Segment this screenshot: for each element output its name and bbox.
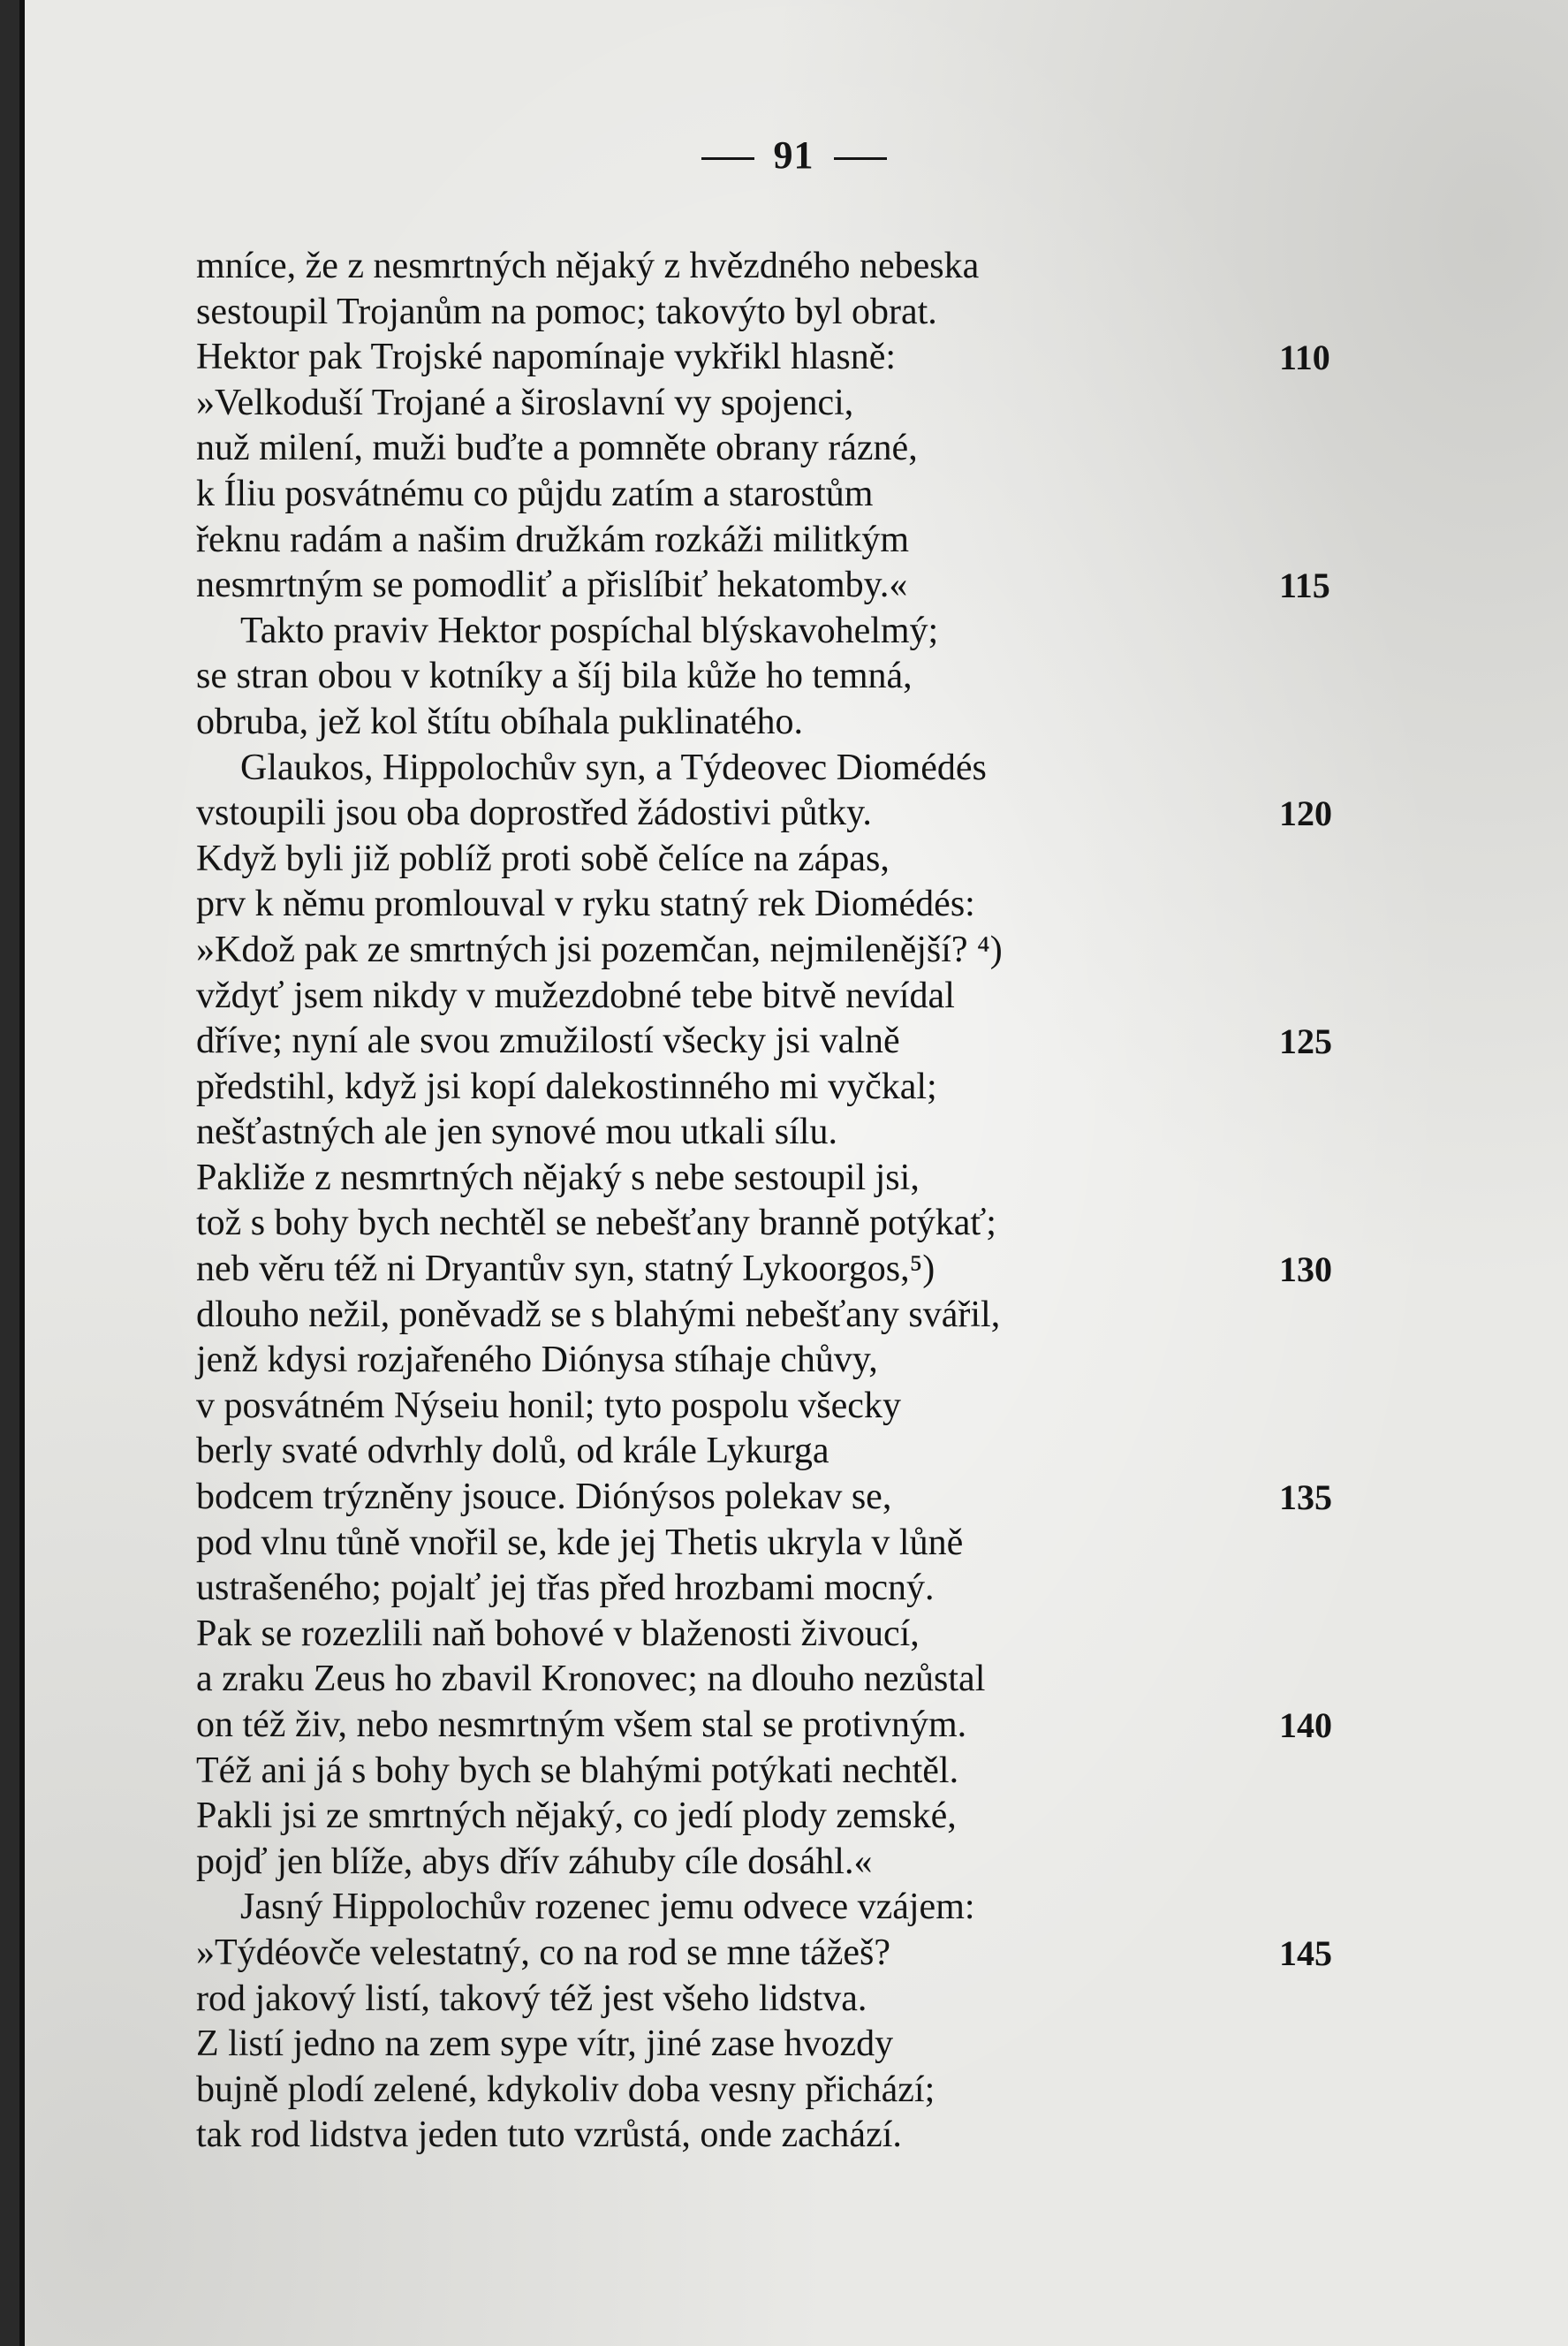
verse-line: [196, 244, 1415, 290]
verse-line: [196, 335, 1415, 381]
verse-line: [196, 1657, 1415, 1703]
verse-line-text: Též ani já s bohy bych se blahými potýkati nechtěl.: [196, 1750, 959, 1791]
verse-line-text: Jasný Hippolochův rozenec jemu odvece vzájem:: [240, 1887, 975, 1928]
verse-line: [196, 1794, 1415, 1840]
line-number: 145: [1279, 1932, 1332, 1973]
verse-line-text: pojď jen blíže, abys dřív záhuby cíle dosáhl.«: [196, 1841, 873, 1882]
verse-line: [196, 1338, 1415, 1384]
verse-line-text: vstoupili jsou oba doprostřed žádostivi půtky.: [196, 793, 872, 834]
verse-line: [196, 1703, 1415, 1749]
verse-line-text: prv k němu promlouval v ryku statný rek Diomédés:: [196, 884, 975, 925]
verse-line-text: Hektor pak Trojské napomínaje vykřikl hlasně:: [196, 337, 897, 378]
verse-line-text: nuž milení, muži buďte a pomněte obrany rázné,: [196, 428, 918, 469]
line-number: 125: [1279, 1021, 1332, 1062]
verse-line: [196, 609, 1415, 655]
verse-line: [196, 472, 1415, 518]
verse-line-text: bujně plodí zelené, kdykoliv doba vesny přichází;: [196, 2069, 935, 2110]
verse-line: [196, 1749, 1415, 1795]
verse-line: [196, 837, 1415, 883]
line-number: 130: [1279, 1249, 1332, 1290]
verse-line: [196, 700, 1415, 746]
verse-line-text: a zraku Zeus ho zbavil Kronovec; na dlouho nezůstal: [196, 1659, 986, 1700]
verse-line-text: tož s bohy bych nechtěl se nebešťany branně potýkať;: [196, 1203, 996, 1244]
verse-line: [196, 746, 1415, 792]
verse-line-text: dříve; nyní ale svou zmužilostí všecky jsi valně: [196, 1021, 900, 1062]
verse-line: [196, 2113, 1415, 2159]
verse-line: [196, 426, 1415, 472]
verse-line: [196, 1475, 1415, 1521]
page-number-text: 91: [773, 133, 814, 177]
verse-line: [196, 1566, 1415, 1612]
verse-line: [196, 1429, 1415, 1475]
verse-line: [196, 563, 1415, 609]
verse-line-text: ustrašeného; pojalť jej třas před hrozbami mocný.: [196, 1568, 935, 1609]
line-number: 140: [1279, 1705, 1332, 1745]
verse-line-text: řeknu radám a našim družkám rozkáži militkým: [196, 519, 910, 560]
verse-line-text: vždyť jsem nikdy v mužezdobné tebe bitvě nevídal: [196, 975, 955, 1016]
verse-line: [196, 2022, 1415, 2068]
verse-line-text: nesmrtným se pomodliť a přislíbiť hekatomby.«: [196, 565, 908, 606]
verse-line-text: v posvátném Nýseiu honil; tyto pospolu všecky: [196, 1385, 901, 1426]
verse-line: [196, 654, 1415, 700]
verse-line: [196, 381, 1415, 427]
verse-line-text: berly svaté odvrhly dolů, od krále Lykurga: [196, 1431, 829, 1472]
verse-line: [196, 1247, 1415, 1293]
verse-line: [196, 882, 1415, 928]
verse-line-text: pod vlnu tůně vnořil se, kde jej Thetis ukryla v lůně: [196, 1522, 964, 1563]
verse-line-text: předstihl, když jsi kopí dalekostinného mi vyčkal;: [196, 1066, 937, 1107]
verse-line-text: Takto praviv Hektor pospíchal blýskavohelmý;: [240, 610, 939, 651]
verse-line-text: jenž kdysi rozjařeného Diónysa stíhaje chůvy,: [196, 1340, 878, 1381]
verse-line: [196, 1201, 1415, 1247]
verse-line-text: mníce, že z nesmrtných nějaký z hvězdného nebeska: [196, 246, 980, 286]
page-number: [19, 133, 1568, 178]
verse-line-text: »Kdož pak ze smrtných jsi pozemčan, nejmilenější? ⁴): [196, 929, 1003, 970]
verse-line: [196, 2068, 1415, 2114]
book-page: [19, 0, 1568, 2346]
verse-line-text: se stran obou v kotníky a šíj bila kůže ho temná,: [196, 656, 913, 697]
folio-dash-right: [834, 157, 887, 160]
verse-line-text: dlouho nežil, poněvadž se s blahými nebešťany svářil,: [196, 1294, 1001, 1335]
verse-line: [196, 290, 1415, 336]
verse-line-text: tak rod lidstva jeden tuto vzrůstá, onde zachází.: [196, 2114, 902, 2156]
verse-line-text: k Íliu posvátnému co půjdu zatím a starostům: [196, 473, 874, 514]
verse-line: [196, 1612, 1415, 1658]
verse-line: [196, 1931, 1415, 1977]
verse-line: [196, 1065, 1415, 1111]
line-number: 115: [1279, 566, 1330, 606]
verse-line: [196, 974, 1415, 1020]
verse-text-block: [196, 244, 1415, 2159]
verse-line-text: Pakliže z nesmrtných nějaký s nebe sestoupil jsi,: [196, 1157, 920, 1198]
verse-line: [196, 928, 1415, 974]
verse-line-text: Pakli jsi ze smrtných nějaký, co jedí plody zemské,: [196, 1796, 957, 1837]
verse-line-text: neb věru též ni Dryantův syn, statný Lykoorgos,⁵): [196, 1249, 935, 1290]
page-edge-rule: [19, 0, 25, 2346]
verse-line: [196, 518, 1415, 564]
verse-line-text: Pak se rozezlili naň bohové v blaženosti živoucí,: [196, 1613, 920, 1654]
verse-line: [196, 1977, 1415, 2023]
verse-line: [196, 1885, 1415, 1931]
verse-line: [196, 791, 1415, 837]
verse-line-text: nešťastných ale jen synové mou utkali sílu.: [196, 1112, 837, 1153]
verse-line: [196, 1110, 1415, 1156]
verse-line-text: sestoupil Trojanům na pomoc; takovýto byl obrat.: [196, 291, 937, 332]
verse-line: [196, 1521, 1415, 1567]
verse-line-text: Glaukos, Hippolochův syn, a Týdeovec Diomédés: [240, 747, 987, 788]
folio-dash-left: [701, 157, 754, 160]
verse-line-text: Když byli již poblíž proti sobě čelíce na zápas,: [196, 838, 890, 879]
line-number: 135: [1279, 1477, 1332, 1518]
verse-line-text: »Týdéovče velestatný, co na rod se mne tážeš?: [196, 1932, 891, 1973]
verse-line-text: on též živ, nebo nesmrtným všem stal se protivným.: [196, 1704, 967, 1745]
verse-line-text: obruba, jež kol štítu obíhala puklinatého.: [196, 701, 804, 742]
verse-line: [196, 1156, 1415, 1202]
verse-line: [196, 1293, 1415, 1339]
verse-line-text: Z listí jedno na zem sype vítr, jiné zase hvozdy: [196, 2023, 894, 2065]
verse-line: [196, 1840, 1415, 1886]
verse-line-text: »Velkoduší Trojané a široslavní vy spojenci,: [196, 382, 854, 423]
verse-line: [196, 1019, 1415, 1065]
verse-line-text: bodcem trýzněny jsouce. Diónýsos polekav se,: [196, 1477, 892, 1518]
verse-line-text: rod jakový listí, takový též jest všeho lidstva.: [196, 1978, 867, 2019]
verse-line: [196, 1384, 1415, 1430]
line-number: 120: [1279, 793, 1332, 834]
line-number: 110: [1279, 338, 1330, 378]
